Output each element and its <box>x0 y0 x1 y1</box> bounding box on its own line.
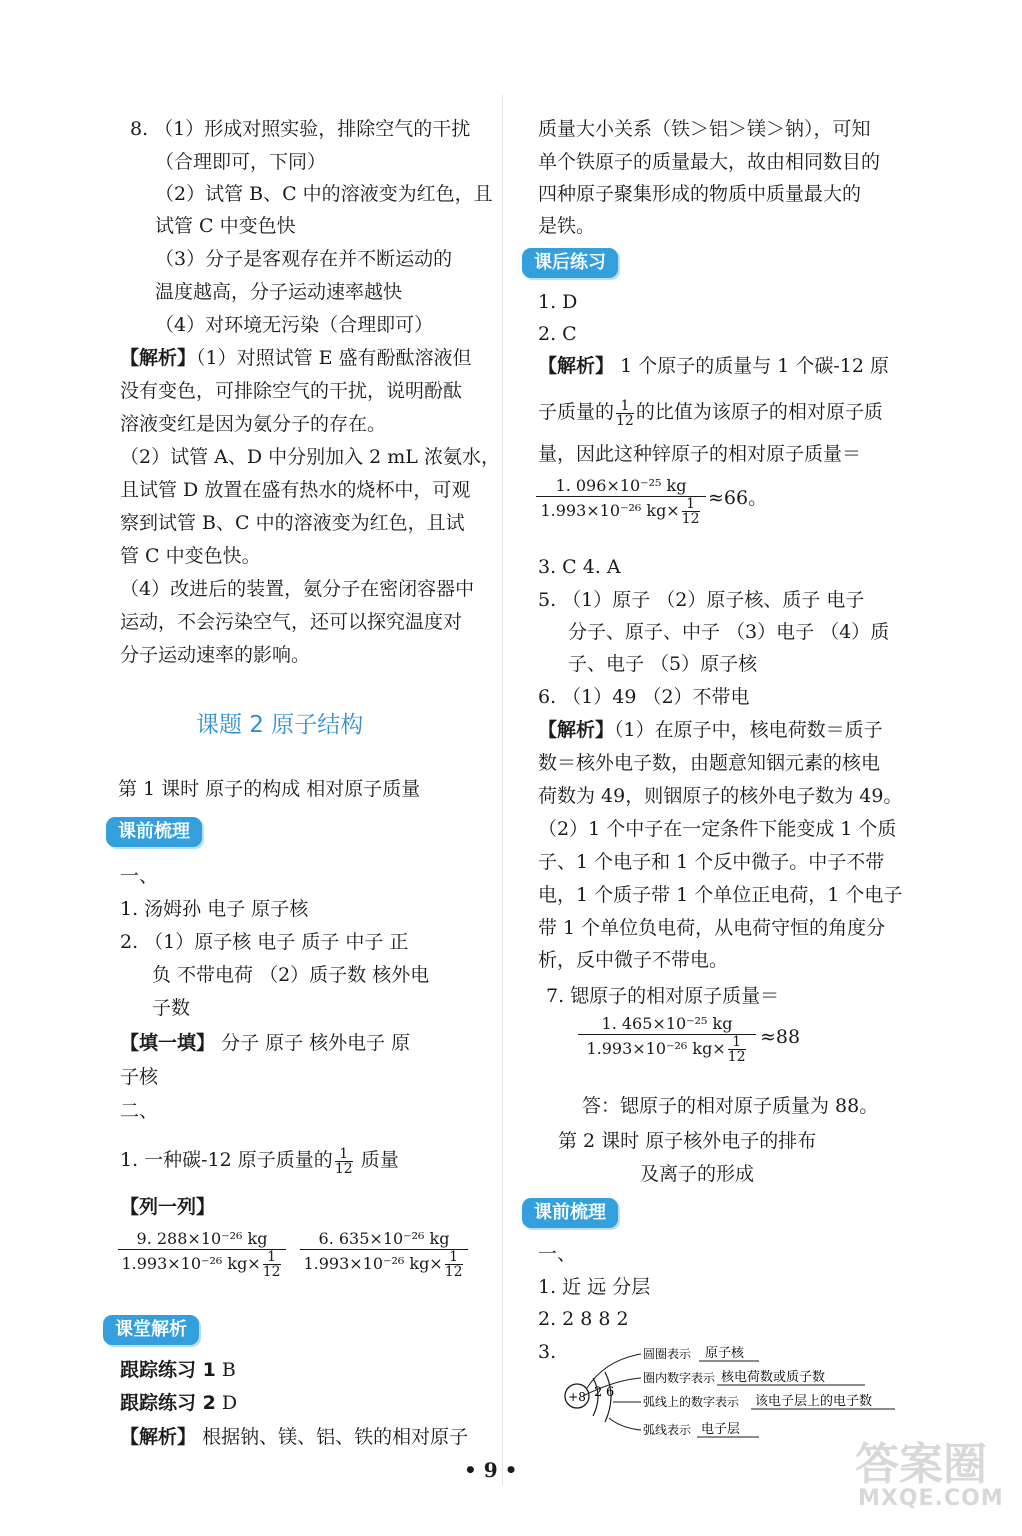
analysis-q8-line9: 运动，不会污染空气，还可以探究温度对 <box>120 611 463 633</box>
track-practice-2 <box>120 1389 237 1417</box>
q8-line1: 8. （1）形成对照实验，排除空气的干扰 <box>130 118 471 140</box>
analysis-q8-line4: （2）试管 A、D 中分别加入 2 mL 浓氨水， <box>120 446 500 468</box>
atom-structure-diagram <box>555 1340 905 1450</box>
watermark-logo: 答案圈 <box>855 1439 987 1490</box>
fraction-2-numerator: 6. 635×10⁻²⁶ kg <box>300 1229 468 1250</box>
analysis-6-line8: 析，反中微子不带电。 <box>538 949 729 971</box>
label-circle: 圆圈表示 <box>643 1347 692 1361</box>
analysis-q8-line7: 管 C 中变色快。 <box>120 545 261 567</box>
badge-class-analysis: 课堂解析 <box>103 1315 199 1345</box>
q8-line6: 温度越高，分子运动速率越快 <box>155 281 403 303</box>
part2-answer-1 <box>120 1146 399 1176</box>
analysis-q8-line8: （4）改进后的装置，氨分子在密闭容器中 <box>120 578 475 600</box>
lesson1-title: 第 1 课时 原子的构成 相对原子质量 <box>118 778 421 800</box>
track-1-label: 跟踪练习 1 <box>120 1359 216 1381</box>
analysis-tag-2: 【解析】 <box>120 1426 197 1448</box>
fraction-4-result: ≈88 <box>760 1026 801 1048</box>
analysis-6-line6: 电，1 个质子带 1 个单位正电荷，1 个电子 <box>538 884 903 906</box>
q8-line5: （3）分子是客观存在并不断运动的 <box>155 248 453 270</box>
section-title: 课题 2 原子结构 <box>196 712 364 738</box>
analysis-q8-line3: 溶液变红是因为氨分子的存在。 <box>120 413 387 435</box>
shell-2-electrons: 6 <box>606 1385 615 1400</box>
fill-answers: 分子 原子 核外电子 原 <box>221 1032 411 1054</box>
analysis-q8-line1 <box>120 344 472 372</box>
nucleus-charge: +8 <box>568 1390 586 1404</box>
fraction-1 <box>118 1229 286 1279</box>
part1-heading-right: 一、 <box>538 1243 577 1265</box>
pre2-answer-3: 3. <box>538 1341 557 1363</box>
badge-pre-class-2: 课前梳理 <box>522 1198 618 1228</box>
after-analysis-tag: 【解析】 <box>538 355 615 377</box>
q8-line4: 试管 C 中变色快 <box>155 215 296 237</box>
lesson2-title-line2: 及离子的形成 <box>640 1163 755 1185</box>
answer-circle: 原子核 <box>705 1346 745 1361</box>
after-analysis-line3: 量，因此这种锌原子的相对原子质量＝ <box>538 443 862 465</box>
label-inner-number: 圈内数字表示 <box>643 1371 716 1385</box>
fraction-4-denominator: 1.993×10⁻²⁶ kg× $\frac{1}{12}$ <box>586 1034 746 1065</box>
analysis-track-2-text: 根据钠、镁、铝、铁的相对原子 <box>202 1426 469 1448</box>
analysis-q8-line5: 且试管 D 放置在盛有热水的烧杯中，可观 <box>120 479 471 501</box>
shell-1-electrons: 2 <box>594 1385 603 1400</box>
track-1-answer: B <box>221 1359 236 1381</box>
answer-arc-number: 该电子层上的电子数 <box>755 1394 873 1409</box>
after-analysis-text: 1 个原子的质量与 1 个碳-12 原 <box>620 355 889 377</box>
after-answer-1: 1. D <box>538 291 578 313</box>
part2-heading: 二、 <box>120 1100 159 1122</box>
label-arc: 弧线表示 <box>643 1423 692 1437</box>
track-2-label: 跟踪练习 2 <box>120 1392 216 1414</box>
fraction-3 <box>536 476 706 526</box>
analysis-6-line4: （2）1 个中子在一定条件下能变成 1 个质 <box>538 818 897 840</box>
fraction-one-twelfth-right: $\frac{1}{12}$ <box>616 397 634 429</box>
answer-2-line2: 负 不带电荷 （2）质子数 核外电 <box>152 964 430 986</box>
right-cont-line3: 四种原子聚集形成的物质中质量最大的 <box>538 183 862 205</box>
after-analysis-line1 <box>538 352 889 380</box>
analysis-6-tag: 【解析】 <box>538 719 615 741</box>
after-answer-5-line1: 5. （1）原子 （2）原子核、质子 电子 <box>538 589 865 611</box>
analysis-q8-line6: 察到试管 B、C 中的溶液变为红色，且试 <box>120 512 465 534</box>
fraction-4 <box>578 1014 756 1064</box>
answer-arc: 电子层 <box>701 1422 741 1437</box>
q8-line7: （4）对环境无污染（合理即可） <box>155 314 434 336</box>
right-cont-line4: 是铁。 <box>538 215 596 237</box>
fraction-1-numerator: 9. 288×10⁻²⁶ kg <box>118 1229 286 1250</box>
fraction-3-result: ≈66。 <box>708 487 768 509</box>
q8-line3: （2）试管 B、C 中的溶液变为红色，且 <box>155 183 493 205</box>
answer-2-line1: 2. （1）原子核 电子 质子 中子 正 <box>120 931 409 953</box>
analysis-6-line3: 荷数为 49，则铟原子的核外电子数为 49。 <box>538 785 903 807</box>
analysis-tag: 【解析】 <box>120 347 197 369</box>
leader-line-4 <box>609 1418 641 1430</box>
fraction-3-denominator: 1.993×10⁻²⁶ kg× $\frac{1}{12}$ <box>540 496 700 527</box>
badge-pre-class: 课前梳理 <box>106 817 202 847</box>
column-divider <box>502 95 503 1485</box>
analysis-6-line7: 带 1 个单位负电荷，从电荷守恒的角度分 <box>538 917 886 939</box>
answer-inner-number: 核电荷数或质子数 <box>721 1370 826 1385</box>
answer-7-conclusion: 答：锶原子的相对原子质量为 88。 <box>582 1095 879 1117</box>
fraction-2 <box>300 1229 468 1279</box>
right-cont-line2: 单个铁原子的质量最大，故由相同数目的 <box>538 151 881 173</box>
track-practice-1 <box>120 1356 236 1384</box>
badge-after-class: 课后练习 <box>522 248 618 278</box>
track-2-answer: D <box>221 1392 238 1414</box>
pre2-answer-1: 1. 近 远 分层 <box>538 1276 651 1298</box>
fill-in-line2: 子核 <box>120 1066 159 1088</box>
analysis-6-text: （1）在原子中，核电荷数＝质子 <box>614 719 883 741</box>
fraction-3-numerator: 1. 096×10⁻²⁵ kg <box>536 476 706 497</box>
part1-heading: 一、 <box>120 865 159 887</box>
after-answer-3-4: 3. C 4. A <box>538 556 621 578</box>
lesson2-title-line1: 第 2 课时 原子核外电子的排布 <box>558 1130 817 1152</box>
analysis-6-line1 <box>538 716 883 744</box>
fraction-2-denominator: 1.993×10⁻²⁶ kg× $\frac{1}{12}$ <box>303 1249 463 1280</box>
fraction-one-twelfth: $\frac{1}{12}$ <box>334 1145 353 1177</box>
label-arc-number: 弧线上的数字表示 <box>643 1395 740 1409</box>
analysis-q8-line10: 分子运动速率的影响。 <box>120 644 311 666</box>
after-analysis-line2: 子质量的 $\frac{1}{12}$ 的比值为该原子的相对原子质 <box>538 397 883 429</box>
right-cont-line1: 质量大小关系（铁＞铝＞镁＞钠），可知 <box>538 118 871 140</box>
page-number: • 9 • <box>464 1458 518 1482</box>
analysis-text: （1）对照试管 E 盛有酚酞溶液但 <box>196 347 472 369</box>
analysis-q8-line2: 没有变色，可排除空气的干扰，说明酚酞 <box>120 380 463 402</box>
fraction-4-numerator: 1. 465×10⁻²⁵ kg <box>578 1014 756 1035</box>
fraction-1-denominator: 1.993×10⁻²⁶ kg× $\frac{1}{12}$ <box>121 1249 281 1280</box>
part2-answer-1-pre: 1. 一种碳-12 原子质量的 <box>120 1149 333 1171</box>
watermark-url: MXQE.COM <box>858 1486 1004 1511</box>
analysis-6-line2: 数＝核外电子数，由题意知铟元素的核电 <box>538 752 881 774</box>
answer-1: 1. 汤姆孙 电子 原子核 <box>120 898 309 920</box>
after-answer-6: 6. （1）49 （2）不带电 <box>538 686 750 708</box>
fill-in-line1 <box>120 1029 410 1057</box>
answer-2-line3: 子数 <box>152 997 191 1019</box>
q8-line2: （合理即可，下同） <box>155 151 327 173</box>
analysis-track-2 <box>120 1423 468 1451</box>
analysis-6-line5: 子、1 个电子和 1 个反中微子。中子不带 <box>538 851 885 873</box>
after-answer-2: 2. C <box>538 323 577 345</box>
after-answer-5-line3: 子、电子 （5）原子核 <box>568 653 758 675</box>
pre2-answer-2: 2. 2 8 8 2 <box>538 1308 629 1330</box>
after-answer-5-line2: 分子、原子、中子 （3）电子 （4）质 <box>568 621 890 643</box>
list-tag: 【列一列】 <box>120 1196 216 1218</box>
fill-tag: 【填一填】 <box>120 1032 216 1054</box>
after-answer-7: 7. 锶原子的相对原子质量＝ <box>546 985 780 1007</box>
part2-answer-1-post: 质量 <box>360 1149 399 1171</box>
